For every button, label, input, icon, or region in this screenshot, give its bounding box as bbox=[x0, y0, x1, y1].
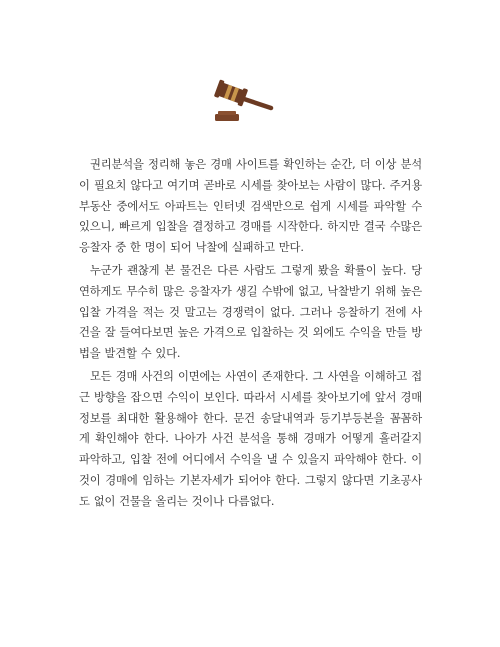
paragraph-1: 권리분석을 정리해 놓은 경매 사이트를 확인하는 순간, 더 이상 분석이 필요치 않다고 여기며 곧바로 시세를 찾아보는 사람이 많다. 주거용 부동산 중에서도 아파트는 인터넷 검색만으로 쉽게 시세를 파악할 수 있으니, 빠르게 입찰을 결정하고 경매를 시작한다. 하지만 결국 수많은 응찰자 중 한 명이 되어 낙찰에 실패하고 만다. bbox=[79, 158, 422, 255]
gavel-icon bbox=[213, 78, 275, 124]
paragraph-2: 누군가 괜찮게 본 물건은 다른 사람도 그렇게 봤을 확률이 높다. 당연하게도 무수히 많은 응찰자가 생길 수밖에 없고, 낙찰받기 위해 높은 입찰 가격을 적는 것 말고는 경쟁력이 없다. 그러나 응찰하기 전에 사건을 잘 들여다보면 높은 가격으로 입찰하는 것 외에도 수익을 만들 방법을 발견할 수 있다. bbox=[79, 263, 422, 361]
body-text bbox=[79, 155, 422, 515]
paragraph-3: 모든 경매 사건의 이면에는 사연이 존재한다. 그 사연을 이해하고 접근 방향을 잡으면 수익이 보인다. 따라서 시세를 찾아보기에 앞서 경매 정보를 최대한 활용해야 한다. 문건 송달내역과 등기부등본을 꼼꼼하게 확인해야 한다. 나아가 사건 분석을 통해 경매가 어떻게 흘러갈지 파악하고, 입찰 전에 어디에서 수익을 낼 수 있을지 파악해야 한다. 이것이 경매에 임하는 기본자세가 되어야 한다. 그렇지 않다면 기초공사도 없이 건물을 올리는 것이나 다름없다. bbox=[79, 369, 422, 508]
gavel-head bbox=[214, 79, 248, 106]
gavel-base bbox=[215, 114, 239, 121]
